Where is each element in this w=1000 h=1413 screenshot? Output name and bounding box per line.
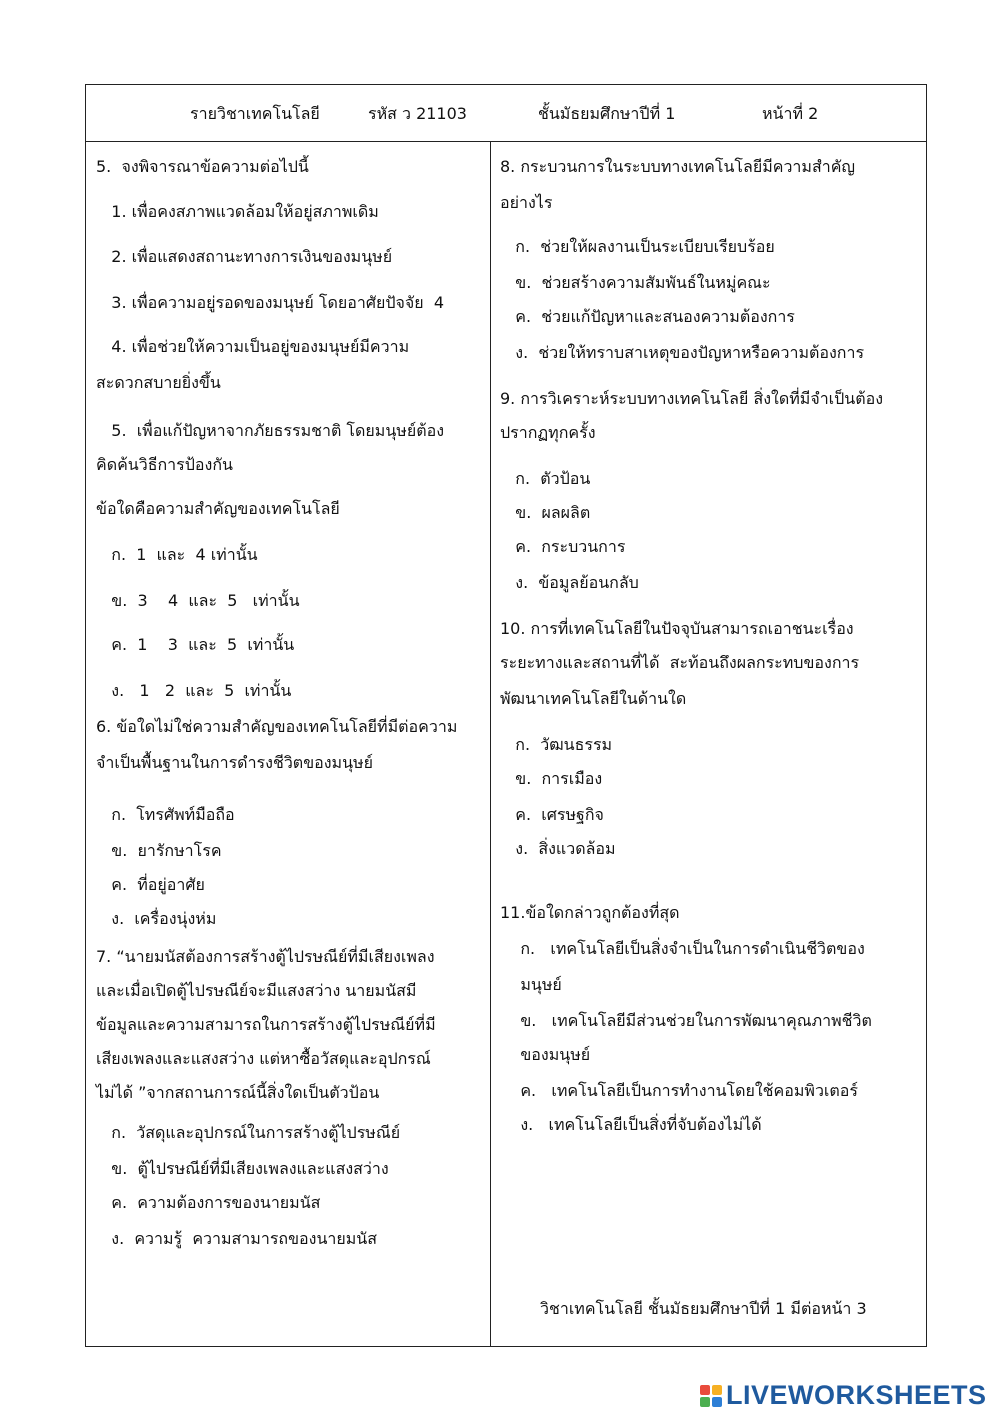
right-line: ข. การเมือง [500,769,603,788]
left-line: ง. ความรู้ ความสามารถของนายมนัส [96,1229,377,1248]
left-line: ข้อใดคือความสำคัญของเทคโนโลยี [96,499,340,518]
left-line: ค. 1 3 และ 5 เท่านั้น [96,635,295,654]
left-line: ข. ยารักษาโรค [96,841,222,860]
continue-note: วิชาเทคโนโลยี ชั้นมัธยมศึกษาปีที่ 1 มีต่อหน้า 3 [540,1299,867,1318]
left-line: คิดค้นวิธีการป้องกัน [96,455,233,474]
left-line: 6. ข้อใดไม่ใช่ความสำคัญของเทคโนโลยีที่มีต่อความ [96,717,458,736]
right-line: ก. ตัวป้อน [500,469,591,488]
right-line: ค. เทคโนโลยีเป็นการทำงานโดยใช้คอมพิวเตอร์ [500,1081,858,1100]
left-line: จำเป็นพื้นฐานในการดำรงชีวิตของมนุษย์ [96,753,373,772]
right-line: ค. ช่วยแก้ปัญหาและสนองความต้องการ [500,307,795,326]
left-line: 7. “นายมนัสต้องการสร้างตู้ไปรษณีย์ที่มีเสียงเพลง [96,947,435,966]
right-line: ค. เศรษฐกิจ [500,805,604,824]
right-line: ก. วัฒนธรรม [500,735,613,754]
right-line: พัฒนาเทคโนโลยีในด้านใด [500,689,687,708]
left-line: เสียงเพลงและแสงสว่าง แต่หาซื้อวัสดุและอุปกรณ์ [96,1049,431,1068]
right-line: ข. เทคโนโลยีมีส่วนช่วยในการพัฒนาคุณภาพชีวิต [500,1011,872,1030]
worksheet-page [85,84,927,1347]
page-header [86,85,926,142]
right-line: ก. ช่วยให้ผลงานเป็นระเบียบเรียบร้อย [500,237,775,256]
column-divider [490,141,491,1346]
subject-code: รหัส ว 21103 [368,104,467,123]
brand-name: LIVEWORKSHEETS [726,1380,987,1410]
left-line: 1. เพื่อคงสภาพแวดล้อมให้อยู่สภาพเดิม [96,202,379,221]
right-line: 11.ข้อใดกล่าวถูกต้องที่สุด [500,903,680,922]
right-line: 9. การวิเคราะห์ระบบทางเทคโนโลยี สิ่งใดที่มีจำเป็นต้อง [500,389,884,408]
left-line: และเมื่อเปิดตู้ไปรษณีย์จะมีแสงสว่าง นายมนัสมี [96,981,417,1000]
liveworksheets-logo-icon [700,1385,722,1407]
left-line: 3. เพื่อความอยู่รอดของมนุษย์ โดยอาศัยปัจจัย 4 [96,293,444,312]
left-line: ก. โทรศัพท์มือถือ [96,805,235,824]
left-line: สะดวกสบายยิ่งขึ้น [96,373,221,392]
left-line: 5. จงพิจารณาข้อความต่อไปนี้ [96,157,309,176]
right-line: ระยะทางและสถานที่ได้ สะท้อนถึงผลกระทบของการ [500,653,860,672]
left-line: ไม่ได้ ”จากสถานการณ์นี้สิ่งใดเป็นตัวป้อน [96,1083,380,1102]
right-line: 10. การที่เทคโนโลยีในปัจจุบันสามารถเอาชนะเรื่อง [500,619,854,638]
grade-level: ชั้นมัธยมศึกษาปีที่ 1 [538,104,676,123]
right-line: อย่างไร [500,193,553,212]
right-line: ข. ช่วยสร้างความสัมพันธ์ในหมู่คณะ [500,273,771,292]
subject-title: รายวิชาเทคโนโลยี [190,104,320,123]
left-line: ง. เครื่องนุ่งห่ม [96,909,217,928]
left-line: ค. ที่อยู่อาศัย [96,875,205,894]
page-number: หน้าที่ 2 [762,104,819,123]
right-line: ง. ข้อมูลย้อนกลับ [500,573,639,592]
left-line: ข. ตู้ไปรษณีย์ที่มีเสียงเพลงและแสงสว่าง [96,1159,389,1178]
liveworksheets-brand [700,1380,987,1411]
right-line: ง. ช่วยให้ทราบสาเหตุของปัญหาหรือความต้องการ [500,343,865,362]
left-line: ก. 1 และ 4 เท่านั้น [96,545,258,564]
right-line: ง. สิ่งแวดล้อม [500,839,616,858]
left-line: ข้อมูลและความสามารถในการสร้างตู้ไปรษณีย์ที่มี [96,1015,436,1034]
right-line: ของมนุษย์ [500,1045,591,1064]
left-line: ข. 3 4 และ 5 เท่านั้น [96,591,300,610]
right-line: 8. กระบวนการในระบบทางเทคโนโลยีมีความสำคัญ [500,157,856,176]
left-line: 4. เพื่อช่วยให้ความเป็นอยู่ของมนุษย์มีความ [96,337,410,356]
left-line: ง. 1 2 และ 5 เท่านั้น [96,681,292,700]
left-line: ค. ความต้องการของนายมนัส [96,1193,321,1212]
left-line: ก. วัสดุและอุปกรณ์ในการสร้างตู้ไปรษณีย์ [96,1123,401,1142]
right-line: ปรากฏทุกครั้ง [500,423,596,442]
left-line: 5. เพื่อแก้ปัญหาจากภัยธรรมชาติ โดยมนุษย์ต้อง [96,421,445,440]
right-line: มนุษย์ [500,975,562,994]
left-line: 2. เพื่อแสดงสถานะทางการเงินของมนุษย์ [96,247,393,266]
right-line: ง. เทคโนโลยีเป็นสิ่งที่จับต้องไม่ได้ [500,1115,762,1134]
right-line: ข. ผลผลิต [500,503,591,522]
right-line: ก. เทคโนโลยีเป็นสิ่งจำเป็นในการดำเนินชีวิตของ [500,939,865,958]
right-line: ค. กระบวนการ [500,537,626,556]
